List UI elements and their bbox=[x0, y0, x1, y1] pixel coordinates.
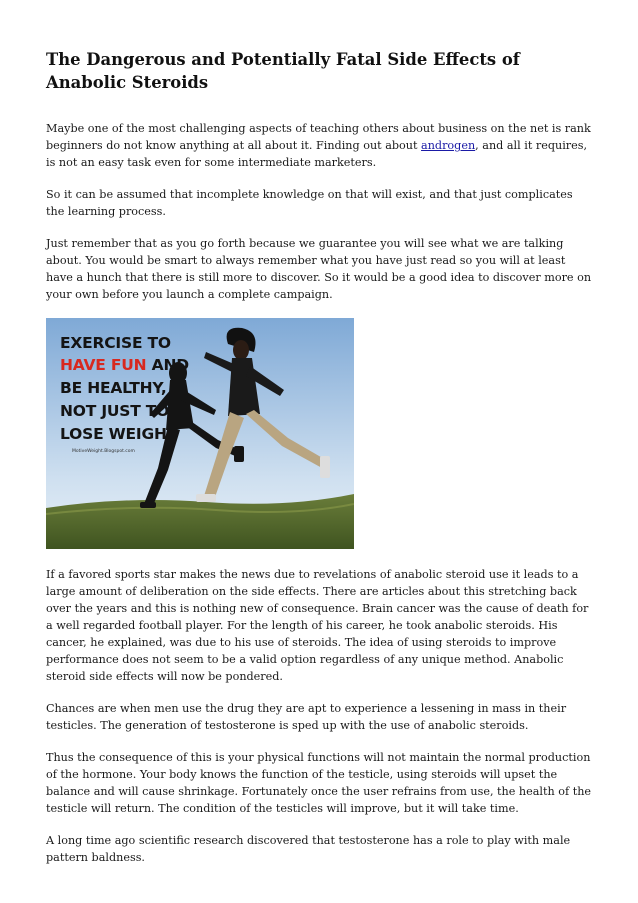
paragraph-3: Just remember that as you go forth because we guarantee you will see what we are talking about. You would be smart to always remember what you have just read so you will at least have a hunch that there is still more to discover. So it would be a good idea to discover more on your own before you launch a complete campaign. bbox=[46, 237, 592, 301]
image-caption-line-2 bbox=[60, 356, 189, 374]
paragraph-7: A long time ago scientific research discovered that testosterone has a role to play with male pattern baldness. bbox=[46, 834, 571, 864]
image-caption-url: MotiveWeight.Blogspot.com bbox=[72, 449, 135, 454]
paragraph-2: So it can be assumed that incomplete knowledge on that will exist, and that just complicates the learning process. bbox=[46, 188, 573, 218]
paragraph-6: Thus the consequence of this is your physical functions will not maintain the normal production of the hormone. Your body knows the function of the testicle, using steroids will upset the balance and will cause shrinkage. Fortunately once the user refrains from use, the health of the testicle will return. The condition of the testicles will improve, but it will take time. bbox=[46, 751, 592, 815]
article-title: The Dangerous and Potentially Fatal Side Effects of Anabolic Steroids bbox=[46, 50, 520, 92]
paragraph-intro-text-before: Maybe one of the most challenging aspects of teaching others about business on the net is rank beginners do not know anything at all about it. Finding out about bbox=[46, 122, 591, 152]
image-caption-line-2-rest: AND bbox=[146, 356, 189, 374]
image-caption-highlight: HAVE FUN bbox=[60, 356, 147, 374]
image-caption-line-5: LOSE WEIGHT bbox=[60, 425, 178, 443]
paragraph-4: If a favored sports star makes the news due to revelations of anabolic steroid use it leads to a large amount of deliberation on the side effects. There are articles about this stretching back over the years and this is nothing new of consequence. Brain cancer was the cause of death for a well regarded football player. For the length of his career, he took anabolic steroids. His cancer, he explained, was due to his use of steroids. The idea of using steroids to improve performance does not seem to be a valid option regardless of any unique method. Anabolic steroid side effects will now be pondered. bbox=[46, 568, 589, 683]
paragraph-5: Chances are when men use the drug they are apt to experience a lessening in mass in their testicles. The generation of testosterone is sped up with the use of anabolic steroids. bbox=[46, 702, 567, 732]
androgen-link[interactable]: androgen bbox=[421, 139, 476, 152]
image-caption-line-3: BE HEALTHY, bbox=[60, 379, 167, 397]
paragraph-intro bbox=[46, 120, 594, 171]
paragraph-intro-text-after: , and all it requires, is not an easy task even for some intermediate marketers. bbox=[46, 139, 588, 169]
image-caption-line-4: NOT JUST TO bbox=[60, 402, 170, 420]
exercise-image bbox=[46, 318, 354, 549]
document-page bbox=[46, 48, 594, 881]
image-caption-line-1: EXERCISE TO bbox=[60, 334, 171, 352]
